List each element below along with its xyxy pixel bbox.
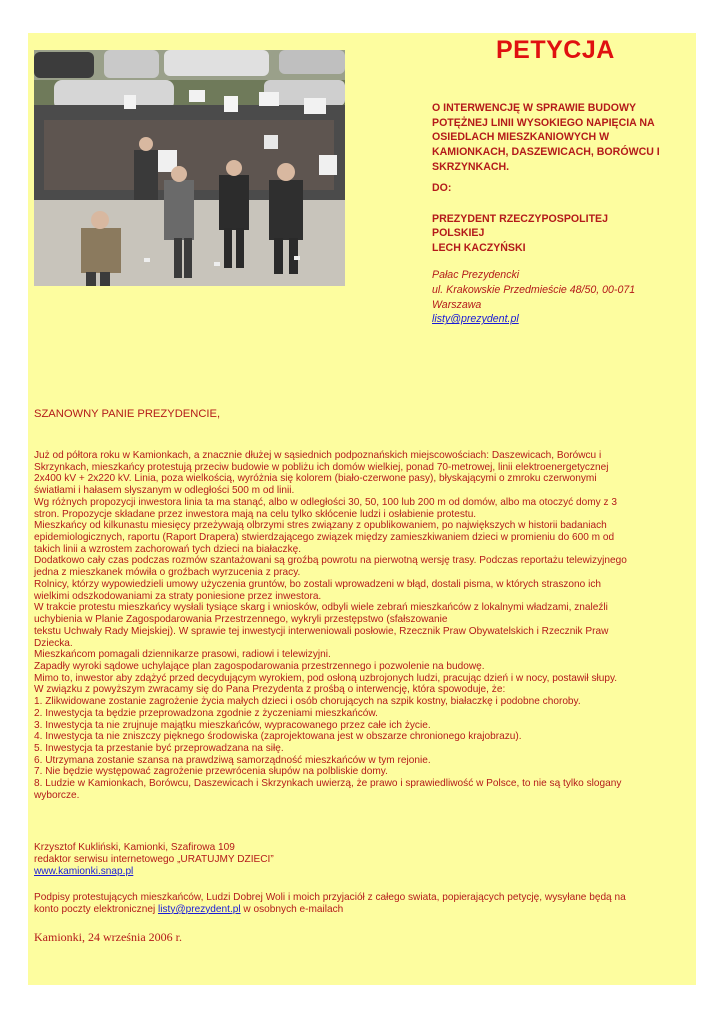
website-link[interactable]: www.kamionki.snap.pl — [34, 865, 134, 877]
address-line: Pałac Prezydencki — [432, 269, 520, 281]
body-line: W związku z powyższym zwracamy się do Pana Prezydenta z prośbą o interwencję, która spowoduje, że: — [34, 684, 506, 696]
recipient-line: POLSKIEJ — [432, 227, 485, 240]
document-title: PETYCJA — [496, 36, 615, 64]
closing-email-link[interactable]: listy@prezydent.pl — [158, 903, 241, 915]
recipient-line: LECH KACZYŃSKI — [432, 241, 526, 254]
letter-body — [34, 450, 694, 802]
petition-subject: O INTERWENCJĘ W SPRAWIE BUDOWY POTĘŻNEJ LINII WYSOKIEGO NAPIĘCIA NA OSIEDLACH MIESZKANIOWYCH W KAMIONKACH, DASZEWICACH, BORÓWCU I SKRZYNKACH. — [432, 102, 660, 173]
address-line: Warszawa — [432, 298, 482, 311]
recipient-block — [432, 212, 608, 255]
body-line: 7. Nie będzie występować zagrożenie przewrócenia słupów na polbliskie domy. — [34, 766, 388, 778]
body-line: W trakcie protestu mieszkańcy wysłali tysiące skarg i wniosków, odbyli wiele zebrań mieszkańców z lokalnymi władzami, znaleźli — [34, 602, 608, 614]
body-line: Mimo to, inwestor aby zdążyć przed decydującym wyrokiem, pod osłoną uzbrojonych ludzi, pracując dzień i w nocy, postawił słupy. — [34, 672, 618, 684]
body-line: Zapadły wyroki sądowe uchylające plan zagospodarowania przestrzennego i pozwolenie na budowę. — [34, 660, 485, 672]
body-line: Skrzynkach, mieszkańcy protestują przeciw budowie w pobliżu ich domów wielkiej, ponad 70-metrowej, linii elektroenergetycznej — [34, 461, 609, 473]
body-line: 6. Utrzymana zostanie szansa na prawdziwą samorządność mieszkańców w tym rejonie. — [34, 754, 431, 766]
body-line: 3. Inwestycja ta nie zrujnuje majątku mieszkańców, wypracowanego przez całe ich życie. — [34, 719, 431, 731]
closing-line: Podpisy protestujących mieszkańców, Ludzi Dobrej Woli i moich przyjaciół z całego swiata, popierających petycję, wysyłane będą na — [34, 892, 626, 903]
body-line: tekstu Uchwały Rady Miejskiej). W sprawie tej inwestycji interweniowali posłowie, Rzecznik Praw Obywatelskich i Rzecznik Praw — [34, 625, 609, 637]
body-line: 1. Zlikwidowane zostanie zagrożenie życia małych dzieci i osób chorujących na szpik kostny, białaczkę i podobne choroby. — [34, 696, 581, 708]
body-line: światłami i hałasem słyszanym w odległości 500 m od linii. — [34, 485, 295, 497]
date-line: Kamionki, 24 września 2006 r. — [34, 930, 182, 944]
body-line: stron. Propozycje składane przez inwestora mają na celu tylko skłócenie ludzi i osłabienie protestu. — [34, 508, 477, 520]
signature-name: Krzysztof Kukliński, Kamionki, Szafirowa 109 — [34, 842, 235, 853]
body-line: Wg różnych propozycji inwestora linia ta ma stanąć, albo w odległości 30, 50, 100 lub 200 m od domów, albo ma otoczyć domy z 3 — [34, 496, 617, 508]
body-line: 2. Inwestycja ta będzie przeprowadzona zgodnie z życzeniami mieszkańców. — [34, 707, 378, 719]
salutation: SZANOWNY PANIE PREZYDENCIE, — [34, 408, 221, 420]
email-link[interactable]: listy@prezydent.pl — [432, 313, 519, 326]
body-line: wyborcze. — [34, 789, 80, 801]
body-line: uchybienia w Planie Zagospodarowania Przestrzennego, wykryli przestępstwo (sfałszowanie — [34, 614, 448, 626]
body-line: Mieszkańcom pomagali dziennikarze prasowi, radiowi i telewizyjni. — [34, 649, 331, 661]
protest-photo — [34, 50, 345, 286]
recipient-line: PREZYDENT RZECZYPOSPOLITEJ — [432, 213, 608, 225]
signature-block — [34, 842, 274, 877]
body-line: 8. Ludzie w Kamionkach, Borówcu, Daszewicach i Skrzynkach uwierzą, że prawo i sprawiedliwość w Polsce, to nie są tylko slogany — [34, 778, 622, 790]
body-line: 4. Inwestycja ta nie zniszczy pięknego środowiska (zaprojektowana jest w obszarze chronionego krajobrazu). — [34, 731, 522, 743]
to-label: DO: — [432, 182, 452, 194]
body-line: epidemiologicznych, raportu (Raport Drapera) stwierdzającego związek między zamieszkiwaniem dzieci w promieniu do 600 m od — [34, 532, 615, 544]
body-line: 2x400 kV + 2x220 kV. Linia, poza wielkością, wyróżnia się kolorem (biało-czerwone pasy), błyskającymi o zmroku czerwonymi — [34, 473, 597, 485]
body-line: jedna z mieszkanek mówiła o groźbach wyrzucenia z pracy. — [34, 567, 301, 579]
address-block — [432, 268, 635, 327]
body-line: Rolnicy, którzy wypowiedzieli umowy użyczenia gruntów, bo zostali wprowadzeni w błąd, dostali pisma, w których straszono ich — [34, 578, 601, 590]
body-line: Mieszkańcy od kilkunastu miesięcy przeżywają olbrzymi stres związany z opublikowaniem, po największych w historii badaniach — [34, 520, 607, 532]
body-line: Dziecka. — [34, 637, 73, 649]
body-line: wielkimi odszkodowaniami za straty poniesione przez inwestora. — [34, 590, 322, 602]
body-line: Już od półtora roku w Kamionkach, a znacznie dłużej w sąsiednich podpoznańskich miejscowościach: Daszewicach, Borówcu i — [34, 450, 602, 461]
address-line: ul. Krakowskie Przedmieście 48/50, 00-071 — [432, 283, 636, 296]
closing-note — [34, 892, 694, 916]
closing-prefix: konto poczty elektronicznej — [34, 903, 158, 915]
body-line: 5. Inwestycja ta przestanie być przeprowadzana na siłę. — [34, 742, 284, 754]
closing-suffix: w osobnych e-mailach — [240, 903, 344, 915]
signature-role: redaktor serwisu internetowego „URATUJMY DZIECI” — [34, 853, 274, 865]
closing-line — [34, 904, 694, 916]
body-line: takich linii a wzrostem zachorowań tych dzieci na białaczkę. — [34, 543, 302, 555]
body-line: Dodatkowo cały czas podczas rozmów szantażowani są groźbą powrotu na pierwotną wersję trasy. Podczas reportażu telewizyjnego — [34, 555, 627, 567]
